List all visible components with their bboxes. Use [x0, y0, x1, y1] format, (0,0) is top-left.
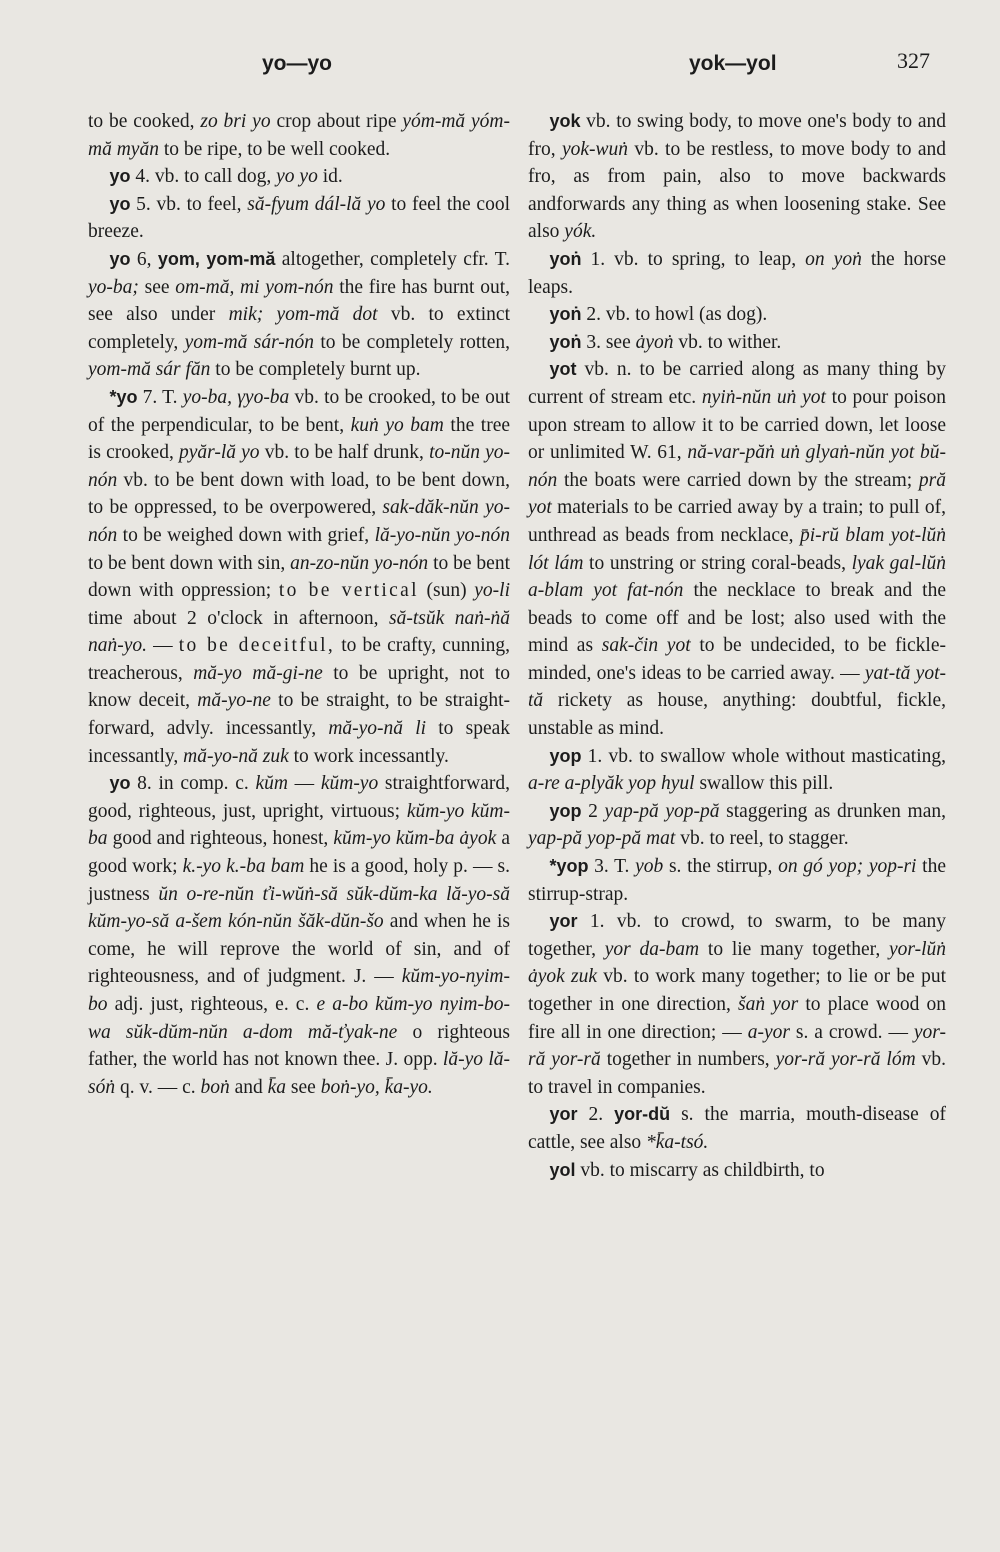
- dictionary-entry: [88, 108, 510, 163]
- definition-text: together in numbers,: [600, 1049, 776, 1071]
- dictionary-entry: [88, 770, 510, 1101]
- example-phrase: kŭm-yo kŭm-ba ȧyok: [333, 828, 497, 850]
- definition-text: vb. n. to be carried along as many thing by current of stream etc.: [528, 359, 946, 408]
- definition-text: to be upright, not to know deceit,: [88, 662, 510, 712]
- definition-text: 3. see: [581, 331, 636, 353]
- definition-text: vb. to miscarry as childbirth, to: [575, 1159, 825, 1181]
- definition-text: 5. vb. to feel,: [130, 193, 248, 215]
- dictionary-entry: [528, 853, 946, 908]
- example-phrase: yo-ba;: [88, 276, 139, 298]
- example-phrase: kuṅ yo bam: [350, 414, 444, 436]
- example-phrase: k̄a: [267, 1076, 287, 1098]
- headword: yop: [549, 800, 582, 821]
- definition-text: rickety as house, anything: doubtful, fickle, unstable as mind.: [528, 690, 946, 740]
- definition-text: id.: [317, 166, 343, 188]
- headword: yo: [109, 193, 131, 214]
- running-head-right: yok—yol: [689, 52, 777, 75]
- definition-text: straightforward, good, righteous, just, upright, virtuous;: [88, 773, 510, 822]
- example-phrase: yor-ră yor-ră: [528, 1021, 946, 1071]
- definition-text: 8. in comp. c.: [130, 773, 256, 795]
- definition-text: 1. vb. to crowd, to swarm, to be many together,: [528, 911, 946, 960]
- example-phrase: boṅ: [200, 1076, 230, 1098]
- example-phrase: yo-ba, γyo-ba: [182, 386, 290, 408]
- example-phrase: kŭm: [255, 773, 288, 795]
- example-phrase: kŭm-yo-nyim-bo: [88, 966, 510, 1015]
- headword: yo: [109, 166, 131, 187]
- example-phrase: yo-li: [474, 580, 510, 602]
- definition-text: and: [229, 1076, 268, 1098]
- example-phrase: yo yo: [276, 166, 318, 188]
- definition-text: 4. vb. to call dog,: [130, 166, 277, 188]
- example-phrase: mă-yo mă-gi-ne: [193, 662, 323, 684]
- example-phrase: to-nŭn yo-nón: [88, 442, 511, 491]
- definition-text: swallow this pill.: [694, 773, 834, 795]
- example-phrase: yók.: [564, 221, 597, 243]
- headword: *yo: [109, 386, 138, 407]
- example-phrase: šaṅ yor: [738, 994, 799, 1015]
- definition-text: to feel the cool breeze.: [88, 193, 510, 243]
- definition-text: a good work;: [88, 828, 511, 878]
- example-phrase: mik; yom-mă dot: [228, 304, 378, 326]
- definition-text: to be bent down with oppression;: [88, 552, 510, 602]
- dictionary-entry: [528, 908, 946, 1101]
- example-phrase: an-zo-nŭn yo-nón: [290, 552, 429, 574]
- example-phrase: kŭm-yo: [320, 773, 379, 795]
- headword: yor: [549, 1104, 578, 1125]
- definition-text: to work incessantly.: [288, 745, 449, 767]
- definition-text: vb. to be crooked, to be out of the perpendicular, to be bent,: [88, 386, 510, 436]
- definition-text: 2.: [577, 1104, 615, 1126]
- definition-text: see: [286, 1076, 321, 1098]
- running-head-left: yo—yo: [262, 52, 333, 75]
- example-phrase: ȧyoṅ: [635, 331, 674, 353]
- example-phrase: yor da-bam: [604, 938, 700, 960]
- example-phrase: nă-var-păṅ uṅ glyaṅ-nŭn yot bŭ-nón: [528, 442, 946, 491]
- headword: yom, yom-mă: [157, 248, 276, 269]
- example-phrase: sak-čin yot: [601, 635, 691, 657]
- definition-text: to speak incessantly,: [88, 718, 511, 767]
- spaced-sense: to be deceitful,: [178, 635, 336, 657]
- dictionary-entry: [528, 798, 946, 853]
- example-phrase: sak-dăk-nŭn yo-nón: [88, 497, 510, 546]
- definition-text: vb. to be restless, to move body to and fro, as from pain, also to move backwards andforwards any thing as when loosening stake. See also: [528, 138, 946, 243]
- example-phrase: mă-yo-nă li: [328, 718, 427, 740]
- headword: yop: [549, 745, 582, 766]
- dictionary-entry: [88, 246, 510, 384]
- example-phrase: pyăr-lă yo: [178, 442, 260, 464]
- definition-text: see: [138, 276, 176, 298]
- definition-text: 2. vb. to howl (as dog).: [581, 304, 768, 326]
- example-phrase: yor-ră yor-ră lóm: [775, 1049, 916, 1071]
- headword: yo: [109, 248, 131, 269]
- headword: yot: [549, 359, 577, 380]
- definition-text: the horse leaps.: [528, 248, 947, 298]
- example-phrase: boṅ-yo, k̄a-yo.: [320, 1076, 433, 1098]
- definition-text: altogether, completely cfr. T.: [275, 248, 510, 270]
- definition-text: —: [287, 773, 321, 795]
- definition-text: 6,: [130, 248, 158, 270]
- example-phrase: yob: [635, 856, 664, 878]
- definition-text: o righteous father, the world has not known thee. J. opp.: [88, 1021, 510, 1071]
- example-phrase: *k̄a-tsó.: [646, 1131, 709, 1153]
- example-phrase: k.-yo k.-ba bam: [182, 856, 305, 878]
- example-phrase: mă-yo-nă zuk: [183, 745, 289, 767]
- dictionary-entry: [528, 1101, 946, 1156]
- definition-text: vb. to be half drunk,: [259, 442, 430, 464]
- example-phrase: lă-yo lă-sóṅ: [88, 1049, 510, 1098]
- definition-text: vb. to reel, to stagger.: [675, 828, 849, 850]
- example-phrase: yap-pă yop-pă: [604, 800, 720, 822]
- definition-text: 7. T.: [137, 386, 183, 408]
- example-phrase: yom-mă sár făn: [88, 359, 211, 381]
- definition-text: crop about ripe: [270, 111, 403, 132]
- dictionary-entry: [528, 108, 946, 246]
- definition-text: the necklace to break and the beads to come off and be lost; also used with the mind as: [528, 580, 946, 657]
- headword: yoṅ: [549, 248, 582, 269]
- definition-text: to be straight, to be straight-forward, advly. incessantly,: [88, 690, 510, 740]
- dictionary-entry: [528, 246, 946, 301]
- dictionary-entry: [88, 163, 510, 191]
- definition-text: s. the stirrup,: [663, 856, 779, 878]
- example-phrase: e a-bo kŭm-yo nyim-bo-wa sŭk-dŭm-nŭn a-dom mă-ťyak-ne: [88, 994, 510, 1043]
- headword: *yop: [549, 856, 589, 877]
- example-phrase: kŭm-yo kŭm-ba: [88, 800, 510, 850]
- definition-text: good and righteous, honest,: [107, 828, 334, 850]
- dictionary-entry: [88, 384, 510, 770]
- definition-text: vb. to travel in companies.: [528, 1049, 946, 1098]
- example-phrase: ŭn o-re-nŭn ťi-wŭṅ-să sŭk-dŭm-ka lă-yo-să kŭm-yo-să a-šem kón-nŭn šăk-dŭn-šo: [88, 883, 511, 933]
- headword: yoṅ: [549, 304, 582, 325]
- definition-text: time about 2 o'clock in afternoon,: [88, 607, 389, 629]
- definition-text: —: [147, 635, 179, 657]
- spaced-sense: to be vertical: [278, 580, 419, 602]
- definition-text: vb. to swing body, to move one's body to and fro,: [528, 111, 946, 160]
- headword: yor-dŭ: [614, 1104, 671, 1125]
- definition-text: staggering as drunken man,: [719, 800, 946, 822]
- dictionary-entry: [528, 329, 946, 357]
- definition-text: s. the marria, mouth-disease of cattle, see also: [528, 1104, 946, 1153]
- page-number: 327: [897, 48, 930, 73]
- definition-text: to unstring or string coral-beads,: [583, 552, 852, 574]
- example-phrase: yat-tă yot-tă: [528, 662, 946, 712]
- example-phrase: lă-yo-nŭn yo-nón: [374, 524, 510, 546]
- example-phrase: yap-pă yop-pă mat: [528, 828, 676, 850]
- definition-text: 1. vb. to spring, to leap,: [581, 248, 806, 270]
- definition-text: vb. to extinct completely,: [88, 304, 510, 353]
- definition-text: to be undecided, to be fickle-minded, one's ideas to be carried away. —: [528, 635, 946, 684]
- definition-text: the stirrup-strap.: [528, 856, 946, 905]
- example-phrase: nyiṅ-nŭn uṅ yot: [701, 386, 826, 408]
- example-phrase: p̄i-rŭ blam yot-lŭṅ lót lám: [528, 524, 947, 574]
- definition-text: the boats were carried down by the stream;: [557, 469, 919, 491]
- definition-text: vb. to work many together; to lie or be put together in one direction,: [528, 966, 946, 1015]
- definition-text: to be completely burnt up.: [210, 359, 421, 381]
- definition-text: (sun): [418, 580, 475, 602]
- example-phrase: lyak gal-lŭṅ a-blam yot fat-nón: [528, 552, 946, 602]
- definition-text: to pour poison upon stream to allow it to be carried down, let loose or unlimited W. 61,: [528, 386, 947, 464]
- example-phrase: yom-mă sár-nón: [184, 331, 315, 353]
- definition-text: vb. to be bent down with load, to be bent down, to be oppressed, to be overpowered,: [88, 469, 510, 519]
- definition-text: 1. vb. to swallow whole without masticating,: [581, 745, 946, 767]
- definition-text: adj. just, righteous, e. c.: [107, 994, 317, 1015]
- definition-text: s. a crowd. —: [789, 1021, 914, 1043]
- example-phrase: on gó yop; yop-ri: [778, 856, 917, 878]
- definition-text: vb. to wither.: [673, 331, 782, 353]
- definition-text: to lie many together,: [699, 938, 889, 960]
- example-phrase: yor-lŭṅ ȧyok zuk: [528, 938, 947, 988]
- dictionary-entry: [528, 356, 946, 742]
- definition-text: 2: [581, 800, 605, 822]
- example-phrase: să-tsŭk naṅ-ṅă naṅ-yo.: [88, 607, 510, 657]
- dictionary-entry: [528, 1157, 946, 1185]
- definition-text: to be ripe, to be well cooked.: [158, 138, 391, 160]
- definition-text: to be crafty, cunning, treacherous,: [88, 635, 510, 684]
- example-phrase: mă-yo-ne: [197, 690, 271, 712]
- example-phrase: on yoṅ: [805, 248, 862, 270]
- definition-text: q. v. — c.: [115, 1076, 201, 1098]
- dictionary-entry: [528, 301, 946, 329]
- definition-text: to place wood on fire all in one direction; —: [528, 994, 946, 1043]
- definition-text: he is a good, holy p. — s. justness: [88, 856, 510, 905]
- definition-text: the tree is crooked,: [88, 414, 511, 464]
- headword: yor: [549, 911, 578, 932]
- dictionary-entry: [88, 191, 510, 246]
- definition-text: to be bent down with sin,: [88, 552, 291, 574]
- example-phrase: zo bri yo: [200, 111, 271, 132]
- example-phrase: a-yor: [747, 1021, 790, 1043]
- left-column: [88, 108, 510, 1101]
- headword: yo: [109, 773, 131, 794]
- definition-text: to be cooked,: [88, 111, 201, 132]
- example-phrase: pră yot: [528, 469, 946, 519]
- headword: yoṅ: [549, 331, 582, 352]
- definition-text: 3. T.: [588, 856, 636, 878]
- definition-text: the fire has burnt out, see also under: [88, 276, 511, 326]
- example-phrase: yok-wuṅ: [561, 138, 629, 160]
- definition-text: and when he is come, he will reprove the world of sin, and of righteousness, and of judgment. J. —: [88, 911, 510, 988]
- example-phrase: om-mă, mi yom-nón: [175, 276, 334, 298]
- definition-text: to be weighed down with grief,: [117, 524, 375, 546]
- definition-text: materials to be carried away by a train; to pull of, unthread as beads from necklace,: [528, 497, 946, 546]
- example-phrase: să-fyum dál-lă yo: [247, 193, 386, 215]
- headword: yol: [549, 1159, 576, 1180]
- definition-text: to be completely rotten,: [314, 331, 511, 353]
- headword: yok: [549, 111, 581, 131]
- right-column: [528, 108, 946, 1184]
- example-phrase: yóm-mă yóm-mă myăn: [88, 111, 511, 160]
- dictionary-entry: [528, 743, 946, 798]
- example-phrase: a-re a-plyăk yop hyul: [528, 773, 695, 795]
